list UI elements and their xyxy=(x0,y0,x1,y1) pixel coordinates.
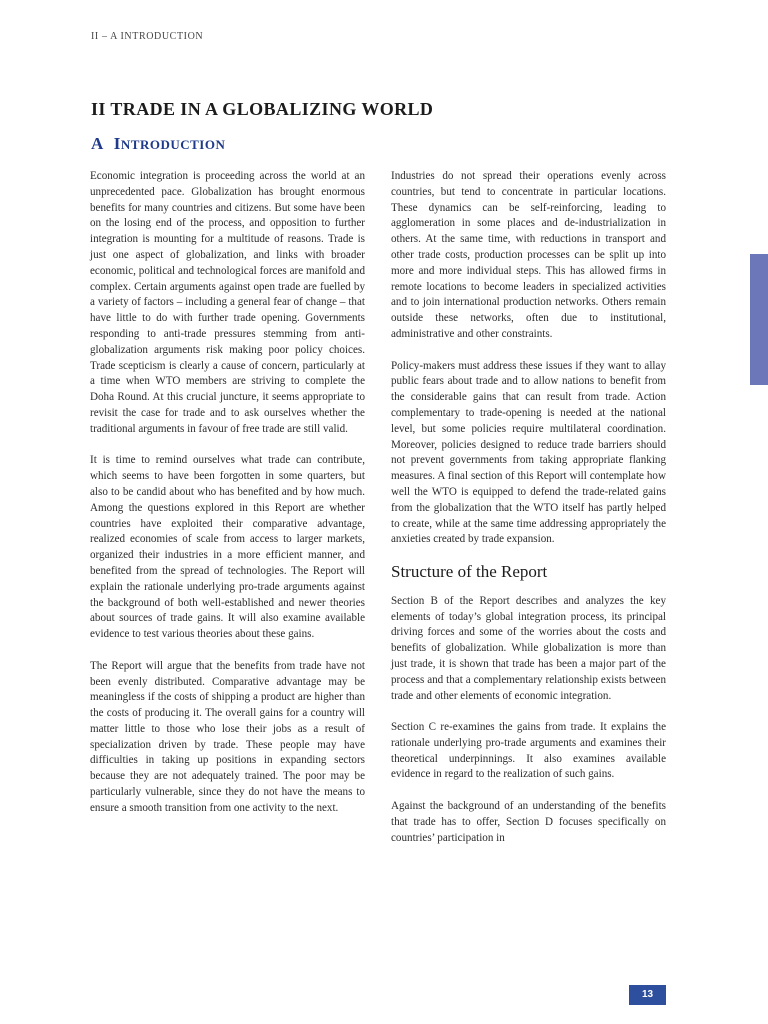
paragraph: Industries do not spread their operations evenly across countries, but tend to concentrate in particular locations. These dynamics can be self-reinforcing, leading to agglomeration in some places and de-industrialization in others. At the same time, with reductions in transport and other trade costs, production processes can be split up into more and more individual steps. This has allowed firms in remote locations to become leaders in specialized activities and to join international production networks. Others remain outside these networks, often due to institutional, administrative and other constraints. xyxy=(391,170,666,340)
left-column xyxy=(90,169,365,832)
section-title xyxy=(91,134,225,154)
chapter-title: II TRADE IN A GLOBALIZING WORLD xyxy=(91,99,434,119)
paragraph: Section B of the Report describes and analyzes the key elements of today’s global integration process, its principal driving forces and some of the worries about the costs and benefits of globalization. While globalization is more than just trade, it is shown that trade has been a major part of the process and that a complementary relationship exists between trade and other elements of economic integration. xyxy=(391,594,666,702)
section-title-initial: I xyxy=(113,134,121,153)
paragraph: Economic integration is proceeding across the world at an unprecedented pace. Globalization has brought enormous benefits for many countries and citizens. But some have been on the losing end of the process, and opposition to further integration is mounting for a multitude of reasons. Trade is just one aspect of globalization, and links with broader economic, political and technological forces are manifold and complex. Certain arguments against open trade are fuelled by a variety of factors – including a general fear of change – that have little to do with further trade opening. Governments responding to anti-trade pressures stemming from anti-globalization arguments risk making poor policy choices. Trade scepticism is clearly a cause of concern, particularly at a time when WTO members are striving to complete the Doha Round. At this crucial juncture, it seems appropriate to revisit the case for trade and to ask ourselves whether the traditional arguments in favour of free trade are still valid. xyxy=(90,170,365,435)
section-letter: A xyxy=(91,134,104,153)
page-number: 13 xyxy=(629,985,666,1005)
chapter-side-tab xyxy=(750,254,768,385)
paragraph: The Report will argue that the benefits from trade have not been evenly distributed. Comparative advantage may be meaningless if the costs of shipping a product are higher than the costs of producing it. The overall gains for a country will matter little to those who lose their jobs as a result of specialization driven by trade. These people may have difficulties in taking up positions in expanding sectors because they are not adequately trained. The poor may be particularly vulnerable, since they do not have the means to ensure a smooth transition from one activity to the next. xyxy=(90,659,365,814)
running-head: II – A INTRODUCTION xyxy=(91,31,204,42)
right-column xyxy=(391,169,666,862)
paragraph: It is time to remind ourselves what trade can contribute, which seems to have been forgotten in some quarters, but also to be candid about who has benefited and by how much. Among the questions explored in this Report are whether countries have exploited their comparative advantage, realized economies of scale from access to larger markets, organized their industries in a more efficient manner, and benefited from the spread of technologies. The Report will explain the rationale underlying pro-trade arguments against the background of both well-established and newer theories about sources of trade gains. It will also examine available evidence to test various theories about these gains. xyxy=(90,454,365,641)
section-title-rest: NTRODUCTION xyxy=(120,137,226,152)
paragraph: Against the background of an understanding of the benefits that trade has to offer, Section D focuses specifically on countries’ participation in xyxy=(391,800,666,844)
paragraph: Section C re-examines the gains from trade. It explains the rationale underlying pro-trade arguments and examines their theoretical underpinnings. It also examines available evidence in regard to the realization of such gains. xyxy=(391,721,666,781)
subheading-structure: Structure of the Report xyxy=(391,561,548,581)
paragraph: Policy-makers must address these issues if they want to allay public fears about trade and to allow nations to benefit from the considerable gains that can result from trade. Action complementary to trade-opening is needed at the national level, but some policies require multilateral coordination. Moreover, policies designed to reduce trade barriers should not prevent governments from taking appropriate flanking measures. A final section of this Report will contemplate how well the WTO is equipped to defend the trade-related gains from the globalization that the WTO itself has partly helped to create, while at the same time addressing appropriately the anxieties created by trade expansion. xyxy=(391,359,666,546)
